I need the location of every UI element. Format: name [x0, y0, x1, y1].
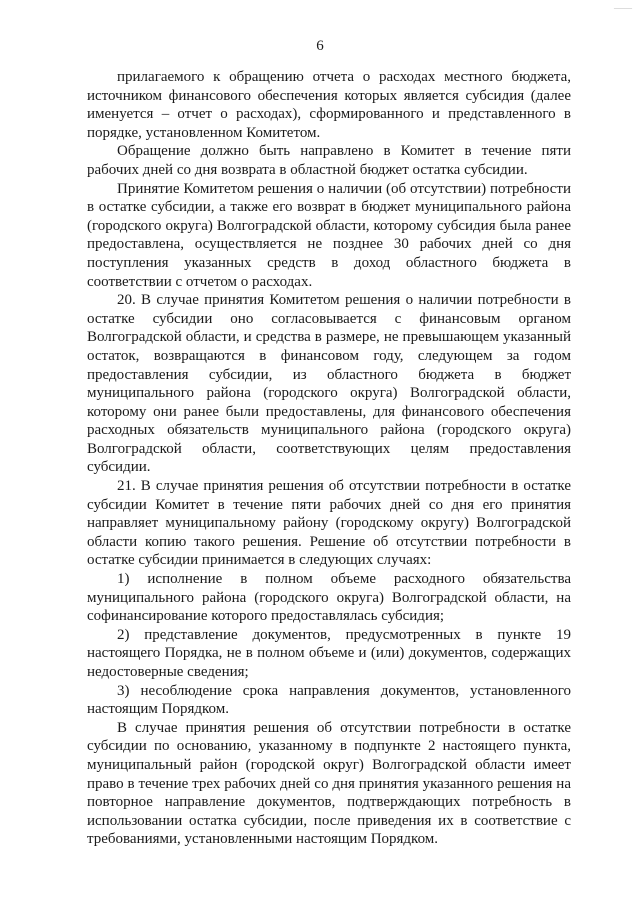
paragraph-committee-decision: Принятие Комитетом решения о наличии (об отсутствии) потребности в остатке субсидии, а также его возврат в бюджет муниципального района (городского округа) Волгоградской области, которому субсидия была ранее предоставлена, осуществляется не позднее 30 рабочих дней со дня поступления указанных средств в доход областного бюджета в соответствии с отчетом о расходах. [87, 180, 571, 290]
paragraph-clause-21: 21. В случае принятия решения об отсутствии потребности в остатке субсидии Комитет в течение пяти рабочих дней со дня его принятия направляет муниципальному району (городскому округу) Волгоградской области копию такого решения. Решение об отсутствии потребности в остатке субсидии принимается в следующих случаях: [87, 478, 571, 569]
paragraph-clause-20: 20. В случае принятия Комитетом решения о наличии потребности в остатке субсидии оно согласовывается с финансовым органом Волгоградской области, и средства в размере, не превышающем указанный остаток, возвращаются в финансовом году, следующем за годом предоставления субсидии, из областного бюджета в бюджет муниципального района (городского округа) Волгоградской области, которому они ранее были предоставлены, для финансового обеспечения расходных обязательств муниципального района (городского округа) Волгоградской области, соответствующих целям предоставления субсидии. [87, 292, 571, 476]
paragraph-continuation: прилагаемого к обращению отчета о расходах местного бюджета, источником финансового обеспечения которых является субсидия (далее именуется – отчет о расходах), сформированного и представленного в порядке, установленном Комитетом. [87, 69, 571, 141]
page-number: 6 [316, 38, 324, 54]
list-item-1: 1) исполнение в полном объеме расходного обязательства муниципального района (городского округа) Волгоградской области, на софинансирование которого предоставлялась субсидия; [87, 571, 571, 625]
paragraph-appeal-deadline: Обращение должно быть направлено в Комитет в течение пяти рабочих дней со дня возврата в областной бюджет остатка субсидии. [87, 143, 571, 178]
list-item-2: 2) представление документов, предусмотренных в пункте 19 настоящего Порядка, не в полном объеме и (или) документов, содержащих недостоверные сведения; [87, 626, 571, 680]
list-item-3: 3) несоблюдение срока направления документов, установленного настоящим Порядком. [87, 682, 571, 718]
corner-mark: ____ [614, 0, 632, 10]
document-body [87, 68, 571, 849]
paragraph-resubmission-right: В случае принятия решения об отсутствии потребности в остатке субсидии по основанию, указанному в подпункте 2 настоящего пункта, муниципальный район (городской округ) Волгоградской области имеет право в течение трех рабочих дней со дня принятия указанного решения на повторное направление документов, подтверждающих потребность в использовании остатка субсидии, после приведения их в соответствие с требованиями, установленными настоящим Порядком. [87, 719, 571, 848]
